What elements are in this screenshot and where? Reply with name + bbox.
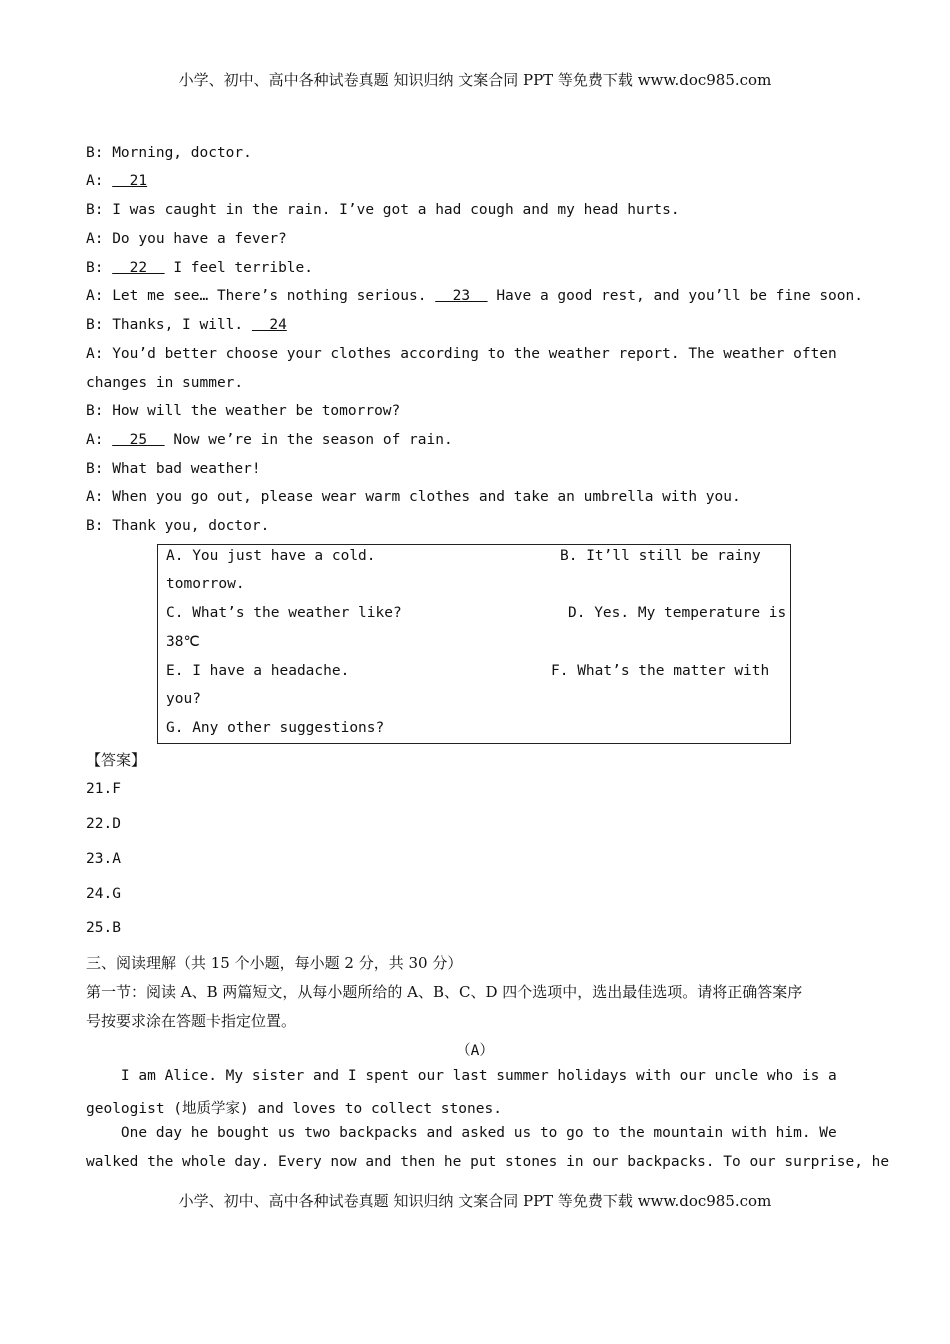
option-b-cont: tomorrow. <box>166 576 245 592</box>
option-b: B. It’ll still be rainy <box>560 548 761 564</box>
line-text: Now we’re in the season of rain. <box>164 432 453 448</box>
passage-label: （A） <box>456 1043 494 1059</box>
page-header: 小学、初中、高中各种试卷真题 知识归纳 文案合同 PPT 等免费下载 www.doc985.com <box>178 71 772 89</box>
dialogue-line-13: A: When you go out, please wear warm clothes and take an umbrella with you. <box>86 489 741 505</box>
answer-23: 23.A <box>86 851 121 867</box>
option-f-cont: you? <box>166 691 201 707</box>
line-text: I feel terrible. <box>164 260 313 276</box>
dialogue-line-7 <box>86 317 287 333</box>
line-text: A: Let me see… There’s nothing serious. <box>86 288 436 304</box>
page-footer: 小学、初中、高中各种试卷真题 知识归纳 文案合同 PPT 等免费下载 www.doc985.com <box>178 1192 772 1210</box>
section-title: 三、阅读理解（共 15 个小题，每小题 2 分，共 30 分） <box>86 954 463 972</box>
dialogue-line-8: A: You’d better choose your clothes according to the weather report. The weather often <box>86 346 837 362</box>
blank-23: 23 <box>435 288 488 304</box>
answer-21: 21.F <box>86 781 121 797</box>
option-a: A. You just have a cold. <box>166 548 376 564</box>
answer-heading: 【答案】 <box>86 751 147 769</box>
dialogue-line-2 <box>86 173 147 189</box>
dialogue-line-3: B: I was caught in the rain. I’ve got a had cough and my head hurts. <box>86 202 680 218</box>
dialogue-line-12: B: What bad weather! <box>86 461 261 477</box>
dialogue-line-11 <box>86 432 453 448</box>
passage-paragraph-1: I am Alice. My sister and I spent our last summer holidays with our uncle who is a <box>86 1068 837 1084</box>
option-g: G. Any other suggestions? <box>166 720 385 736</box>
passage-paragraph-1-cont: geologist (地质学家) and loves to collect stones. <box>86 1101 502 1117</box>
dialogue-line-6 <box>86 288 863 304</box>
dialogue-line-1: B: Morning, doctor. <box>86 145 252 161</box>
dialogue-line-10: B: How will the weather be tomorrow? <box>86 403 401 419</box>
blank-21: 21 <box>112 173 148 189</box>
passage-paragraph-2: One day he bought us two backpacks and asked us to go to the mountain with him. We <box>86 1125 837 1141</box>
blank-24: 24 <box>251 317 287 333</box>
section-instructions: 第一节：阅读 A、B 两篇短文，从每小题所给的 A、B、C、D 四个选项中，选出最佳选项。请将正确答案序 <box>86 983 803 1001</box>
speaker-label: B: <box>86 260 113 276</box>
speaker-label: A: <box>86 173 113 189</box>
section-instructions-cont: 号按要求涂在答题卡指定位置。 <box>86 1012 297 1030</box>
dialogue-line-4: A: Do you have a fever? <box>86 231 287 247</box>
option-f: F. What’s the matter with <box>551 663 770 679</box>
option-d-cont: 38℃ <box>166 634 200 650</box>
option-e: E. I have a headache. <box>166 663 350 679</box>
blank-22: 22 <box>112 260 165 276</box>
answer-25: 25.B <box>86 920 121 936</box>
dialogue-line-5 <box>86 260 313 276</box>
dialogue-line-9: changes in summer. <box>86 375 244 391</box>
answer-22: 22.D <box>86 816 121 832</box>
options-box <box>157 544 791 744</box>
dialogue-line-14: B: Thank you, doctor. <box>86 518 270 534</box>
line-text: Have a good rest, and you’ll be fine soon. <box>487 288 863 304</box>
option-d: D. Yes. My temperature is <box>568 605 787 621</box>
answer-24: 24.G <box>86 886 121 902</box>
option-c: C. What’s the weather like? <box>166 605 402 621</box>
blank-25: 25 <box>112 432 165 448</box>
passage-paragraph-2-cont: walked the whole day. Every now and then he put stones in our backpacks. To our surprise, he <box>86 1154 890 1170</box>
line-text: B: Thanks, I will. <box>86 317 252 333</box>
speaker-label: A: <box>86 432 113 448</box>
